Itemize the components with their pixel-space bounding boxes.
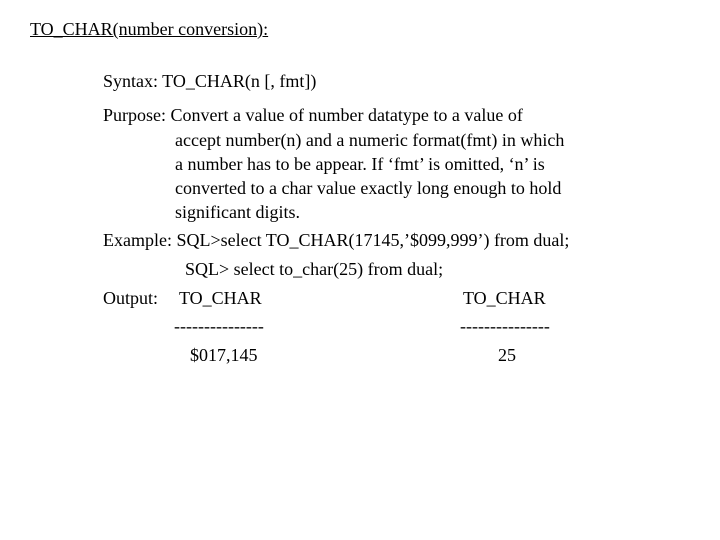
output-col1-separator: --------------- (174, 316, 264, 336)
purpose-line-5: significant digits. (175, 202, 300, 222)
example-line-1: Example: SQL>select TO_CHAR(17145,’$099,999’) from dual; (103, 230, 570, 250)
purpose-line-3: a number has to be appear. If ‘fmt’ is omitted, ‘n’ is (175, 154, 545, 174)
output-col1-header: TO_CHAR (179, 288, 262, 308)
example-line-2: SQL> select to_char(25) from dual; (185, 259, 444, 279)
purpose-line-2: accept number(n) and a numeric format(fmt) in which (175, 130, 565, 150)
output-col2-value: 25 (498, 345, 516, 365)
heading: TO_CHAR(number conversion): (30, 19, 269, 39)
output-col2-header: TO_CHAR (463, 288, 546, 308)
purpose-line-1: Purpose: Convert a value of number datatype to a value of (103, 105, 523, 125)
syntax-line: Syntax: TO_CHAR(n [, fmt]) (103, 71, 317, 91)
output-col1-value: $017,145 (190, 345, 258, 365)
purpose-line-4: converted to a char value exactly long enough to hold (175, 178, 562, 198)
output-label: Output: (103, 288, 159, 308)
output-col2-separator: --------------- (460, 316, 550, 336)
